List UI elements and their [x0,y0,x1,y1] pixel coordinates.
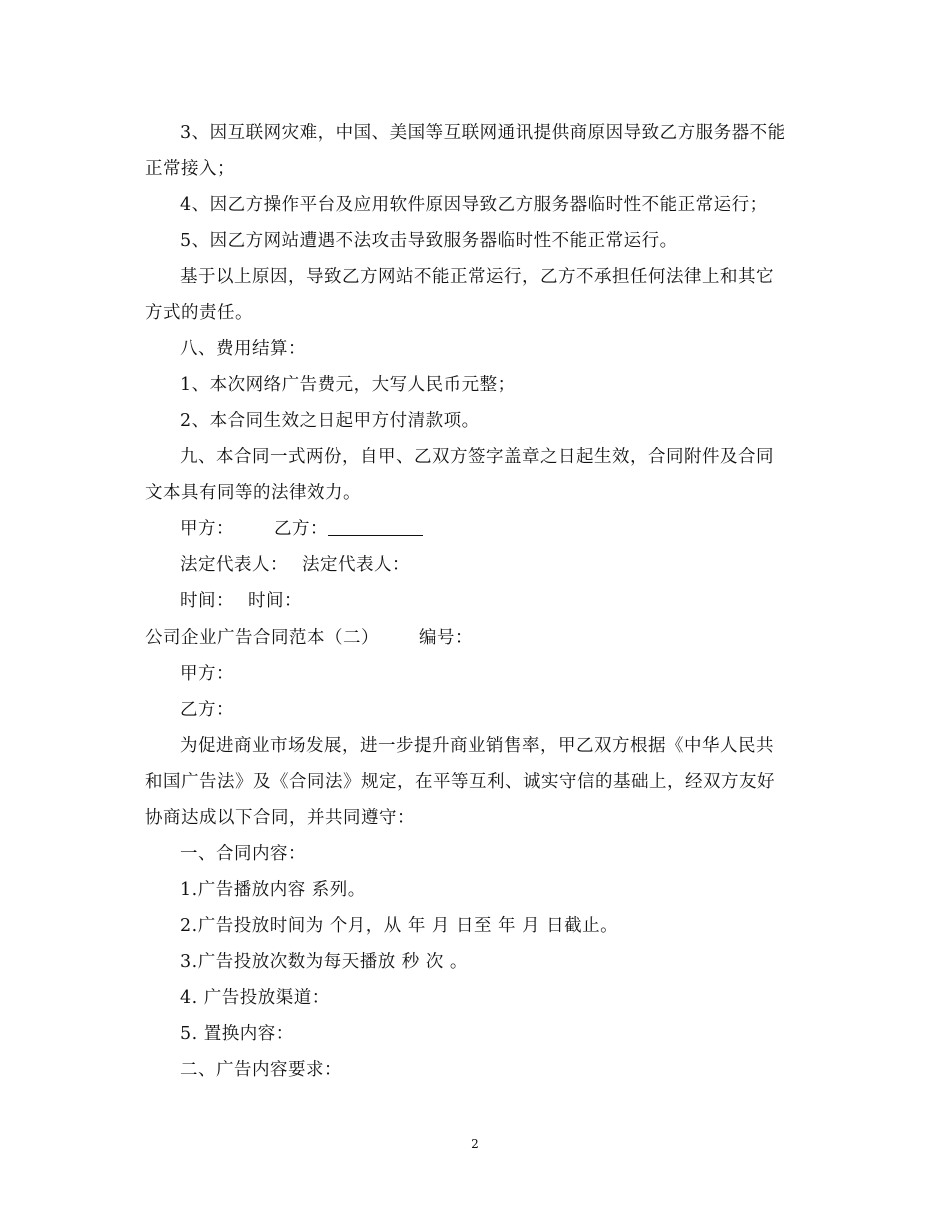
party-a-line: 甲方： [180,664,234,684]
rep-b-label: 法定代表人： [302,555,410,575]
contract-number-label: 编号： [419,628,473,648]
rep-a-label: 法定代表人： [180,555,288,575]
contract-title-line [145,626,815,650]
paragraph-line: 基于以上原因，导致乙方网站不能正常运行，乙方不承担任何法律上和其它 [180,267,774,287]
paragraph-line: 协商达成以下合同，并共同遵守： [145,808,415,828]
paragraph-line: 5、因乙方网站遭遇不法攻击导致服务器临时性不能正常运行。 [180,231,678,251]
list-item: 3.广告投放次数为每天播放 秒 次 。 [180,952,468,972]
party-b-label: 乙方： [274,519,328,539]
list-item: 5. 置换内容： [180,1024,294,1044]
time-b-label: 时间： [248,591,302,611]
list-item: 4. 广告投放渠道： [180,988,330,1008]
section-heading: 八、费用结算： [180,339,306,359]
section-heading: 二、广告内容要求： [180,1060,342,1080]
paragraph-line: 1、本次网络广告费元，大写人民币元整； [180,375,516,395]
signature-parties [180,517,820,541]
paragraph-line: 九、本合同一式两份，自甲、乙双方签字盖章之日起生效，合同附件及合同 [180,447,774,467]
paragraph-line: 3、因互联网灾难，中国、美国等互联网通讯提供商原因导致乙方服务器不能 [180,123,786,143]
signature-representatives [180,553,820,577]
contract-title: 公司企业广告合同范本（二） [145,628,379,648]
paragraph-line: 和国广告法》及《合同法》规定，在平等互利、诚实守信的基础上，经双方友好 [145,772,775,792]
signature-times [180,589,820,613]
paragraph-line: 文本具有同等的法律效力。 [145,483,361,503]
paragraph-line: 为促进商业市场发展，进一步提升商业销售率，甲乙双方根据《中华人民共 [180,736,774,756]
signature-blank [328,519,423,536]
party-b-line: 乙方： [180,700,234,720]
section-heading: 一、合同内容： [180,844,306,864]
page-number: 2 [471,1137,479,1151]
paragraph-line: 方式的责任。 [145,303,253,323]
paragraph-line: 4、因乙方操作平台及应用软件原因导致乙方服务器临时性不能正常运行； [180,195,768,215]
paragraph-line: 正常接入； [145,159,235,179]
list-item: 1.广告播放内容 系列。 [180,880,366,900]
paragraph-line: 2、本合同生效之日起甲方付清款项。 [180,411,480,431]
time-a-label: 时间： [180,591,234,611]
party-a-label: 甲方： [180,519,234,539]
list-item: 2.广告投放时间为 个月，从 年 月 日至 年 月 日截止。 [180,916,619,936]
